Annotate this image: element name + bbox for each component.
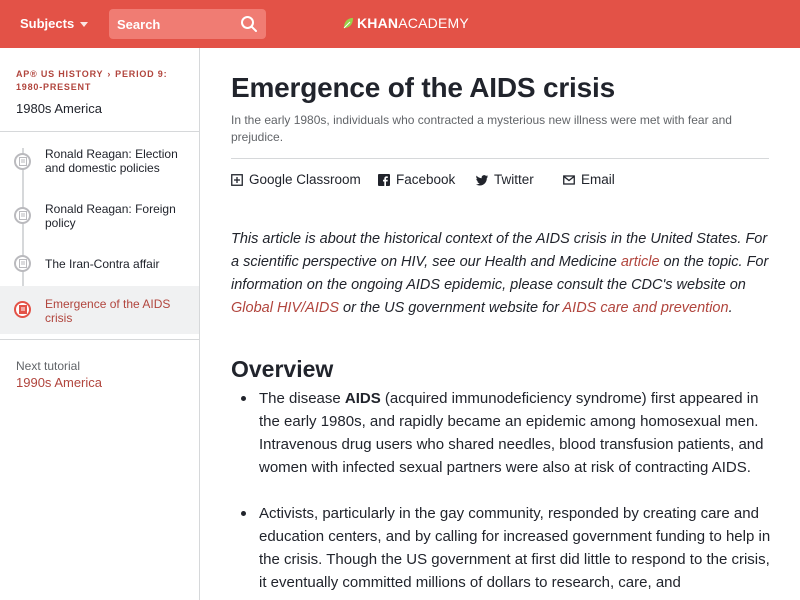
sidebar-divider: [0, 131, 200, 132]
sidebar-lesson-iran-contra[interactable]: [0, 248, 199, 280]
list-item: Activists, particularly in the gay community, responded by creating care and education centers, and by calling for increased government funding to help in the crisis. Though the US government at first did little to respond to the crisis, it eventually committed millions of dollars to research, care, and: [231, 502, 771, 594]
article-icon: [14, 255, 31, 272]
logo-text-light: ACADEMY: [398, 15, 469, 31]
article-description: In the early 1980s, individuals who contracted a mysterious new illness were met with fear and prejudice.: [231, 113, 732, 144]
email-icon: [563, 174, 575, 186]
breadcrumb-item-course[interactable]: AP® US HISTORY: [16, 69, 104, 79]
overview-heading: Overview: [231, 356, 334, 382]
logo-text-bold: KHAN: [357, 15, 399, 31]
breadcrumb: [16, 68, 188, 94]
cdc-global-hiv-aids-link[interactable]: Global HIV/AIDS: [231, 300, 339, 316]
lesson-label: The Iran-Contra affair: [45, 257, 160, 271]
subjects-menu-button[interactable]: [20, 16, 88, 31]
sidebar-lesson-aids-crisis[interactable]: [0, 286, 199, 334]
intro-text: .: [728, 300, 733, 316]
breadcrumb-item-unit[interactable]: PERIOD 9: 1980-PRESENT: [16, 69, 168, 92]
page-title: Emergence of the AIDS crisis: [231, 72, 615, 103]
share-label: Twitter: [494, 172, 534, 187]
share-label: Google Classroom: [249, 172, 361, 187]
intro-text: on the topic. For information on the ongoing AIDS epidemic, please consult the CDC's website on: [231, 254, 769, 293]
share-label: Facebook: [396, 172, 456, 187]
next-tutorial-label: Next tutorial: [16, 359, 81, 373]
top-header: [0, 0, 800, 48]
share-label: Email: [581, 172, 615, 187]
subjects-label: Subjects: [20, 16, 75, 31]
share-facebook-button[interactable]: [378, 172, 455, 187]
article-icon: [14, 153, 31, 170]
lesson-label: Ronald Reagan: Election and domestic policies: [45, 147, 178, 175]
search-icon[interactable]: [240, 15, 258, 33]
share-twitter-button[interactable]: [476, 172, 534, 187]
leaf-logo-icon: [343, 17, 354, 29]
search-box: [109, 9, 266, 39]
aids-term: AIDS: [344, 390, 381, 407]
share-email-button[interactable]: [563, 172, 615, 187]
lesson-label: Emergence of the AIDS crisis: [45, 297, 171, 325]
google-classroom-icon: [231, 174, 243, 186]
content-divider: [231, 158, 769, 159]
khan-academy-logo[interactable]: [343, 15, 469, 31]
intro-text: or the US government website for: [339, 300, 563, 316]
article-intro: [231, 228, 771, 320]
lesson-label: Ronald Reagan: Foreign policy: [45, 202, 176, 230]
share-google-classroom-button[interactable]: [231, 172, 361, 187]
search-input[interactable]: [117, 15, 232, 33]
unit-title: 1980s America: [16, 101, 102, 116]
article-icon: [14, 207, 31, 224]
next-tutorial-link[interactable]: 1990s America: [16, 375, 102, 390]
sidebar-divider: [0, 339, 200, 340]
caret-down-icon: [80, 22, 88, 27]
health-medicine-article-link[interactable]: article: [620, 254, 660, 270]
facebook-icon: [378, 174, 390, 186]
aids-care-prevention-link[interactable]: AIDS care and prevention: [562, 300, 729, 316]
article-icon: [14, 301, 31, 318]
sidebar-lesson-reagan-election[interactable]: [0, 146, 199, 184]
twitter-icon: [476, 174, 488, 186]
overview-list: [231, 387, 771, 600]
sidebar: [0, 48, 200, 600]
sidebar-lesson-reagan-foreign[interactable]: [0, 200, 199, 238]
chevron-right-icon: ›: [107, 69, 112, 79]
intro-text: This article is about the historical context of the AIDS crisis in the United States. For a scientific perspective on HIV, see our Health and Medicine: [231, 231, 768, 270]
list-item: The disease AIDS (acquired immunodeficiency syndrome) first appeared in the early 1980s, and rapidly became an epidemic among homosexual men. Intravenous drug users who shared needles, blood transfusion patients, and women with infected sexual partners were also at risk of contracting AIDS.: [231, 387, 771, 479]
